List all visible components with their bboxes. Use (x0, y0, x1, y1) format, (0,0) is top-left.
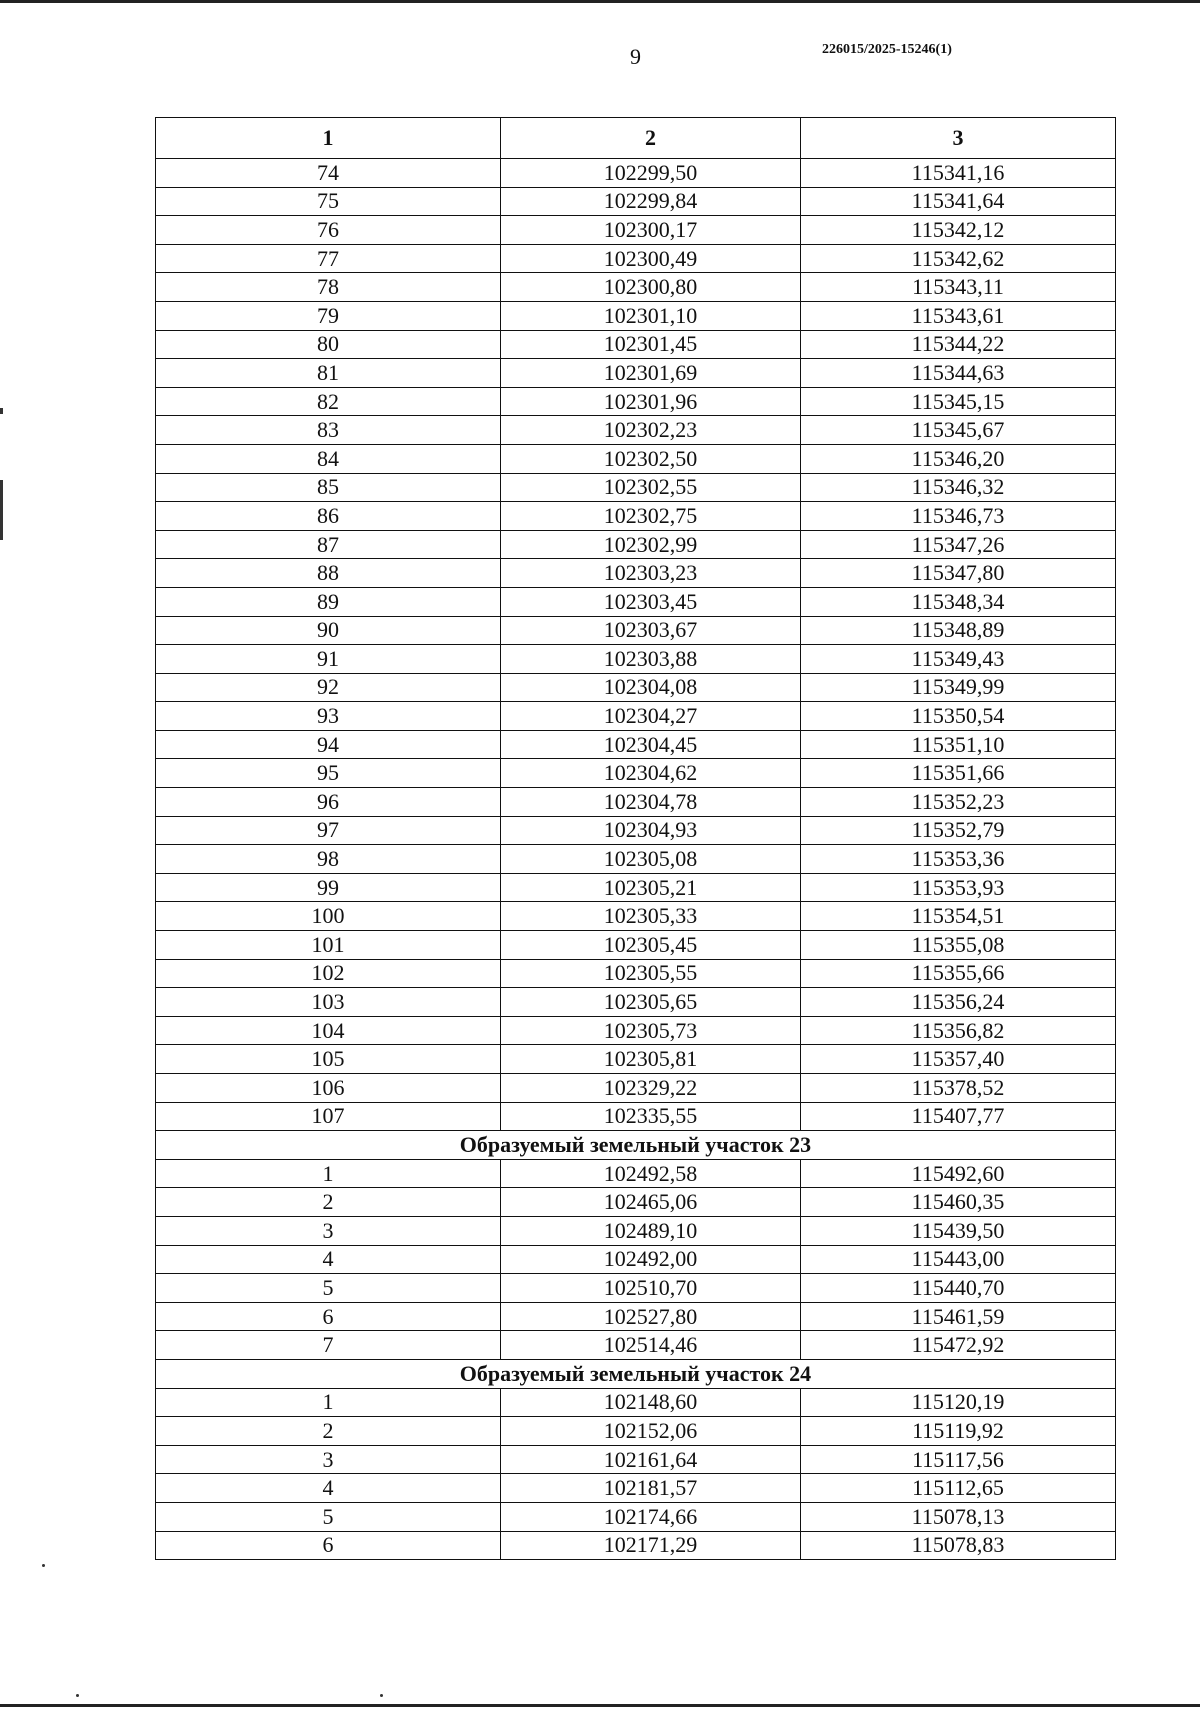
point-number-cell: 92 (156, 673, 501, 702)
x-coordinate-cell: 102305,21 (501, 873, 801, 902)
table-row (156, 330, 1116, 359)
y-coordinate-cell: 115353,93 (801, 873, 1116, 902)
y-coordinate-cell: 115356,82 (801, 1016, 1116, 1045)
y-coordinate-cell: 115342,12 (801, 216, 1116, 245)
table-row (156, 730, 1116, 759)
y-coordinate-cell: 115341,16 (801, 159, 1116, 188)
x-coordinate-cell: 102148,60 (501, 1388, 801, 1417)
table-row (156, 359, 1116, 388)
y-coordinate-cell: 115492,60 (801, 1159, 1116, 1188)
table-row (156, 416, 1116, 445)
table-row (156, 1074, 1116, 1103)
x-coordinate-cell: 102303,45 (501, 587, 801, 616)
page-number: 9 (630, 44, 641, 69)
x-coordinate-cell: 102174,66 (501, 1502, 801, 1531)
table-row (156, 273, 1116, 302)
section-title: Образуемый земельный участок 23 (156, 1131, 1116, 1160)
table-row (156, 1159, 1116, 1188)
table-row (156, 988, 1116, 1017)
table-row (156, 387, 1116, 416)
x-coordinate-cell: 102489,10 (501, 1216, 801, 1245)
point-number-cell: 100 (156, 902, 501, 931)
point-number-cell: 102 (156, 959, 501, 988)
table-row (156, 845, 1116, 874)
x-coordinate-cell: 102303,88 (501, 645, 801, 674)
point-number-cell: 83 (156, 416, 501, 445)
x-coordinate-cell: 102303,23 (501, 559, 801, 588)
bottom-border-line (0, 1704, 1200, 1707)
x-coordinate-cell: 102161,64 (501, 1445, 801, 1474)
point-number-cell: 106 (156, 1074, 501, 1103)
table-row (156, 1302, 1116, 1331)
point-number-cell: 1 (156, 1388, 501, 1417)
table-row (156, 1417, 1116, 1446)
y-coordinate-cell: 115352,79 (801, 816, 1116, 845)
point-number-cell: 5 (156, 1502, 501, 1531)
y-coordinate-cell: 115351,10 (801, 730, 1116, 759)
point-number-cell: 4 (156, 1474, 501, 1503)
y-coordinate-cell: 115120,19 (801, 1388, 1116, 1417)
point-number-cell: 103 (156, 988, 501, 1017)
y-coordinate-cell: 115119,92 (801, 1417, 1116, 1446)
x-coordinate-cell: 102305,33 (501, 902, 801, 931)
column-header: 3 (801, 118, 1116, 159)
y-coordinate-cell: 115347,26 (801, 530, 1116, 559)
point-number-cell: 101 (156, 931, 501, 960)
y-coordinate-cell: 115112,65 (801, 1474, 1116, 1503)
point-number-cell: 91 (156, 645, 501, 674)
y-coordinate-cell: 115349,43 (801, 645, 1116, 674)
y-coordinate-cell: 115344,63 (801, 359, 1116, 388)
y-coordinate-cell: 115472,92 (801, 1331, 1116, 1360)
y-coordinate-cell: 115355,08 (801, 931, 1116, 960)
table-row (156, 444, 1116, 473)
y-coordinate-cell: 115348,89 (801, 616, 1116, 645)
table-row (156, 931, 1116, 960)
table-row (156, 616, 1116, 645)
table-row (156, 559, 1116, 588)
point-number-cell: 76 (156, 216, 501, 245)
point-number-cell: 84 (156, 444, 501, 473)
y-coordinate-cell: 115117,56 (801, 1445, 1116, 1474)
section-title: Образуемый земельный участок 24 (156, 1359, 1116, 1388)
point-number-cell: 80 (156, 330, 501, 359)
y-coordinate-cell: 115346,73 (801, 502, 1116, 531)
point-number-cell: 78 (156, 273, 501, 302)
point-number-cell: 97 (156, 816, 501, 845)
x-coordinate-cell: 102301,96 (501, 387, 801, 416)
scan-speck (76, 1694, 79, 1697)
point-number-cell: 94 (156, 730, 501, 759)
scan-speck (42, 1564, 45, 1567)
point-number-cell: 81 (156, 359, 501, 388)
scan-edge-mark (0, 480, 3, 540)
table-row (156, 1502, 1116, 1531)
point-number-cell: 104 (156, 1016, 501, 1045)
table-row (156, 1016, 1116, 1045)
y-coordinate-cell: 115353,36 (801, 845, 1116, 874)
x-coordinate-cell: 102300,49 (501, 244, 801, 273)
point-number-cell: 7 (156, 1331, 501, 1360)
x-coordinate-cell: 102304,62 (501, 759, 801, 788)
y-coordinate-cell: 115355,66 (801, 959, 1116, 988)
point-number-cell: 3 (156, 1216, 501, 1245)
table-row (156, 1102, 1116, 1131)
x-coordinate-cell: 102304,08 (501, 673, 801, 702)
table-row (156, 1188, 1116, 1217)
scan-speck (380, 1694, 383, 1697)
point-number-cell: 93 (156, 702, 501, 731)
table-header-row (156, 118, 1116, 159)
table-row (156, 959, 1116, 988)
y-coordinate-cell: 115345,15 (801, 387, 1116, 416)
point-number-cell: 86 (156, 502, 501, 531)
x-coordinate-cell: 102299,84 (501, 187, 801, 216)
table-row (156, 530, 1116, 559)
point-number-cell: 4 (156, 1245, 501, 1274)
point-number-cell: 99 (156, 873, 501, 902)
y-coordinate-cell: 115348,34 (801, 587, 1116, 616)
x-coordinate-cell: 102305,55 (501, 959, 801, 988)
x-coordinate-cell: 102171,29 (501, 1531, 801, 1560)
table-row (156, 1245, 1116, 1274)
point-number-cell: 75 (156, 187, 501, 216)
x-coordinate-cell: 102305,65 (501, 988, 801, 1017)
y-coordinate-cell: 115350,54 (801, 702, 1116, 731)
y-coordinate-cell: 115341,64 (801, 187, 1116, 216)
x-coordinate-cell: 102465,06 (501, 1188, 801, 1217)
section-heading-row (156, 1359, 1116, 1388)
y-coordinate-cell: 115356,24 (801, 988, 1116, 1017)
point-number-cell: 3 (156, 1445, 501, 1474)
x-coordinate-cell: 102527,80 (501, 1302, 801, 1331)
x-coordinate-cell: 102304,45 (501, 730, 801, 759)
y-coordinate-cell: 115407,77 (801, 1102, 1116, 1131)
point-number-cell: 85 (156, 473, 501, 502)
section-heading-row (156, 1131, 1116, 1160)
y-coordinate-cell: 115345,67 (801, 416, 1116, 445)
x-coordinate-cell: 102302,23 (501, 416, 801, 445)
x-coordinate-cell: 102302,50 (501, 444, 801, 473)
table-row (156, 301, 1116, 330)
point-number-cell: 95 (156, 759, 501, 788)
x-coordinate-cell: 102304,93 (501, 816, 801, 845)
x-coordinate-cell: 102302,75 (501, 502, 801, 531)
y-coordinate-cell: 115461,59 (801, 1302, 1116, 1331)
table-row (156, 673, 1116, 702)
point-number-cell: 5 (156, 1274, 501, 1303)
point-number-cell: 105 (156, 1045, 501, 1074)
table-row (156, 473, 1116, 502)
x-coordinate-cell: 102301,69 (501, 359, 801, 388)
y-coordinate-cell: 115078,13 (801, 1502, 1116, 1531)
y-coordinate-cell: 115347,80 (801, 559, 1116, 588)
y-coordinate-cell: 115349,99 (801, 673, 1116, 702)
point-number-cell: 96 (156, 788, 501, 817)
table-row (156, 1474, 1116, 1503)
x-coordinate-cell: 102335,55 (501, 1102, 801, 1131)
x-coordinate-cell: 102301,10 (501, 301, 801, 330)
point-number-cell: 82 (156, 387, 501, 416)
x-coordinate-cell: 102304,78 (501, 788, 801, 817)
table-row (156, 159, 1116, 188)
y-coordinate-cell: 115342,62 (801, 244, 1116, 273)
y-coordinate-cell: 115346,32 (801, 473, 1116, 502)
point-number-cell: 2 (156, 1417, 501, 1446)
x-coordinate-cell: 102510,70 (501, 1274, 801, 1303)
y-coordinate-cell: 115343,11 (801, 273, 1116, 302)
point-number-cell: 6 (156, 1302, 501, 1331)
table-row (156, 1274, 1116, 1303)
x-coordinate-cell: 102303,67 (501, 616, 801, 645)
point-number-cell: 1 (156, 1159, 501, 1188)
x-coordinate-cell: 102181,57 (501, 1474, 801, 1503)
x-coordinate-cell: 102305,73 (501, 1016, 801, 1045)
point-number-cell: 79 (156, 301, 501, 330)
table-row (156, 1531, 1116, 1560)
y-coordinate-cell: 115378,52 (801, 1074, 1116, 1103)
x-coordinate-cell: 102300,17 (501, 216, 801, 245)
scan-edge-mark (0, 408, 3, 414)
x-coordinate-cell: 102305,81 (501, 1045, 801, 1074)
point-number-cell: 6 (156, 1531, 501, 1560)
point-number-cell: 89 (156, 587, 501, 616)
table-row (156, 502, 1116, 531)
y-coordinate-cell: 115354,51 (801, 902, 1116, 931)
x-coordinate-cell: 102492,00 (501, 1245, 801, 1274)
table-row (156, 816, 1116, 845)
table-row (156, 1331, 1116, 1360)
table-row (156, 702, 1116, 731)
table-row (156, 873, 1116, 902)
y-coordinate-cell: 115439,50 (801, 1216, 1116, 1245)
table-row (156, 1388, 1116, 1417)
table-row (156, 187, 1116, 216)
table-row (156, 902, 1116, 931)
table-row (156, 759, 1116, 788)
column-header: 1 (156, 118, 501, 159)
y-coordinate-cell: 115078,83 (801, 1531, 1116, 1560)
x-coordinate-cell: 102514,46 (501, 1331, 801, 1360)
table-row (156, 244, 1116, 273)
table-row (156, 1445, 1116, 1474)
table-row (156, 216, 1116, 245)
top-border-line (0, 0, 1200, 3)
x-coordinate-cell: 102305,08 (501, 845, 801, 874)
point-number-cell: 107 (156, 1102, 501, 1131)
y-coordinate-cell: 115344,22 (801, 330, 1116, 359)
document-id: 226015/2025-15246(1) (822, 42, 952, 57)
x-coordinate-cell: 102304,27 (501, 702, 801, 731)
y-coordinate-cell: 115343,61 (801, 301, 1116, 330)
x-coordinate-cell: 102301,45 (501, 330, 801, 359)
y-coordinate-cell: 115460,35 (801, 1188, 1116, 1217)
x-coordinate-cell: 102302,55 (501, 473, 801, 502)
table-row (156, 1045, 1116, 1074)
point-number-cell: 87 (156, 530, 501, 559)
y-coordinate-cell: 115346,20 (801, 444, 1116, 473)
table-row (156, 587, 1116, 616)
y-coordinate-cell: 115443,00 (801, 1245, 1116, 1274)
x-coordinate-cell: 102300,80 (501, 273, 801, 302)
table-row (156, 1216, 1116, 1245)
table-row (156, 645, 1116, 674)
y-coordinate-cell: 115440,70 (801, 1274, 1116, 1303)
point-number-cell: 90 (156, 616, 501, 645)
x-coordinate-cell: 102299,50 (501, 159, 801, 188)
y-coordinate-cell: 115357,40 (801, 1045, 1116, 1074)
table-body (156, 159, 1116, 1560)
point-number-cell: 88 (156, 559, 501, 588)
point-number-cell: 77 (156, 244, 501, 273)
x-coordinate-cell: 102305,45 (501, 931, 801, 960)
point-number-cell: 2 (156, 1188, 501, 1217)
column-header: 2 (501, 118, 801, 159)
coordinates-table (155, 117, 1116, 1560)
x-coordinate-cell: 102152,06 (501, 1417, 801, 1446)
y-coordinate-cell: 115351,66 (801, 759, 1116, 788)
point-number-cell: 74 (156, 159, 501, 188)
y-coordinate-cell: 115352,23 (801, 788, 1116, 817)
x-coordinate-cell: 102302,99 (501, 530, 801, 559)
x-coordinate-cell: 102329,22 (501, 1074, 801, 1103)
table-row (156, 788, 1116, 817)
x-coordinate-cell: 102492,58 (501, 1159, 801, 1188)
point-number-cell: 98 (156, 845, 501, 874)
